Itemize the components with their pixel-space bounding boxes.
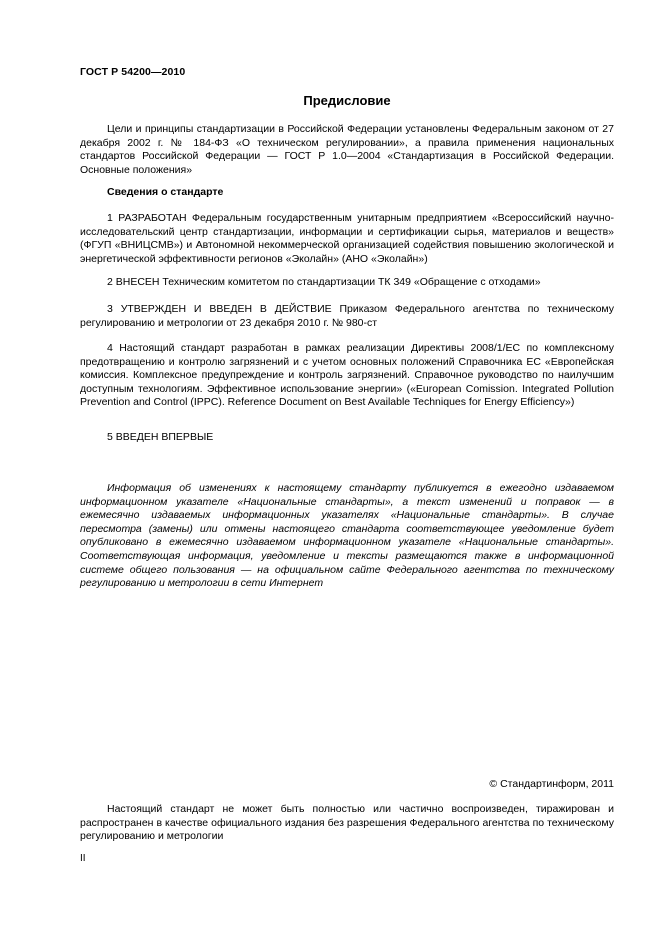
item-3: 3 УТВЕРЖДЕН И ВВЕДЕН В ДЕЙСТВИЕ Приказом Федерального агентства по техническому регулированию и метрологии от 23 декабря 2010 г. № 980-ст [80, 303, 614, 329]
item-4: 4 Настоящий стандарт разработан в рамках реализации Директивы 2008/1/ЕС по комплексному предотвращению и контролю загрязнений и с учетом основных положений Справочника ЕС «Европейская комиссия. Комплексное предупреждение и контроль загрязнений. Справочное руководство по наилучшим доступным технологиям. Эффективное использование энергии» («European Comission. Integrated Pollution Prevention and Control (IPPC). Reference Document on Best Available Techniques for Energy Efficiency») [80, 342, 614, 409]
document-header: ГОСТ Р 54200—2010 [80, 66, 186, 78]
copyright-line: © Стандартинформ, 2011 [489, 778, 614, 790]
item-1: 1 РАЗРАБОТАН Федеральным государственным унитарным предприятием «Всероссийский научно-исследовательский центр стандартизации, информации и сертификации сырья, материалов и веществ» (ФГУП «ВНИЦСМВ») и Автономной некоммерческой организацией содействия повышению экологической и энергетической эффективности регионов «Эколайн» (АНО «Эколайн») [80, 212, 614, 265]
info-notice: Информация об изменениях к настоящему стандарту публикуется в ежегодно издаваемом информационном указателе «Национальные стандарты», а текст изменений и поправок — в ежемесячно издаваемых информационных указателях «Национальные стандарты». В случае пересмотра (замены) или отмены настоящего стандарта соответствующее уведомление будет опубликовано в ежемесячно издаваемом информационном указателе «Национальные стандарты». Соответствующая информация, уведомление и тексты размещаются также в информационной системе общего пользования — на официальном сайте Федерального агентства по техническому регулированию и метрологии в сети Интернет [80, 482, 614, 590]
section-subtitle: Сведения о стандарте [107, 186, 224, 198]
item-2: 2 ВНЕСЕН Техническим комитетом по стандартизации ТК 349 «Обращение с отходами» [107, 276, 541, 288]
page-number: II [80, 853, 86, 864]
item-5: 5 ВВЕДЕН ВПЕРВЫЕ [107, 431, 214, 443]
page-title: Предисловие [303, 93, 391, 108]
copyright-notice: Настоящий стандарт не может быть полностью или частично воспроизведен, тиражирован и распространен в качестве официального издания без разрешения Федерального агентства по техническому регулированию и метрологии [80, 803, 614, 843]
intro-paragraph: Цели и принципы стандартизации в Российской Федерации установлены Федеральным законом от 27 декабря 2002 г. № 184-ФЗ «О техническом регулировании», а правила применения национальных стандартов Российской Федерации — ГОСТ Р 1.0—2004 «Стандартизация в Российской Федерации. Основные положения» [80, 123, 614, 176]
